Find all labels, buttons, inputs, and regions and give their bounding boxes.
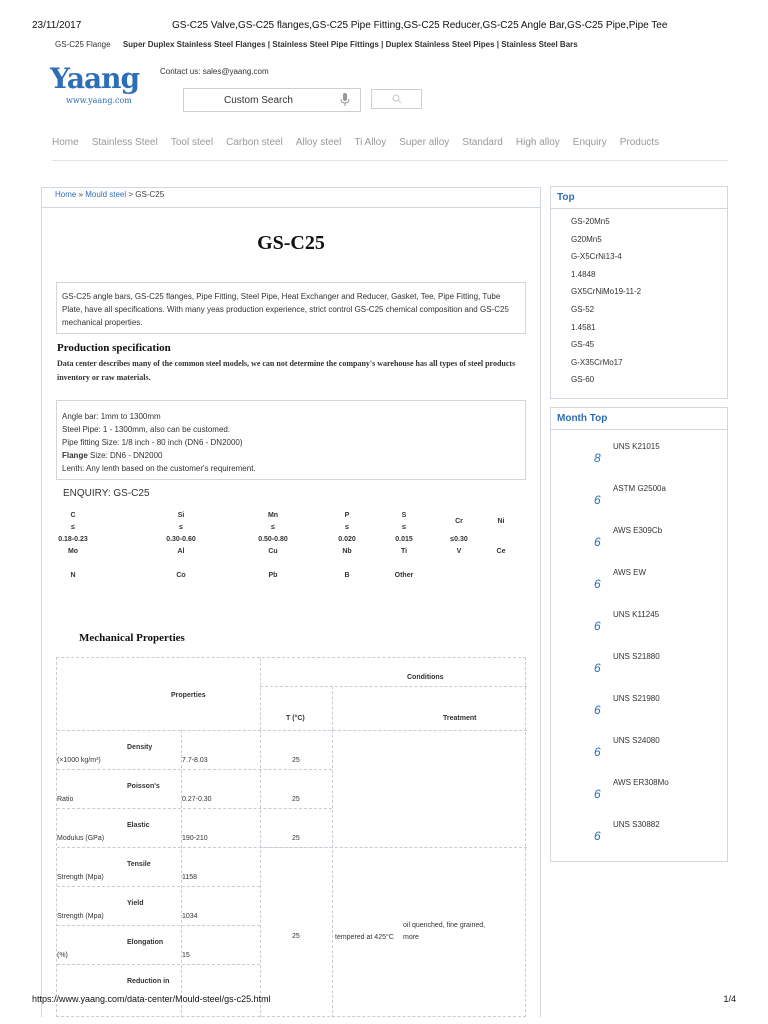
col-temperature: T (°C) [286, 715, 305, 722]
breadcrumb-home[interactable]: Home [55, 190, 77, 199]
search-input[interactable] [183, 88, 361, 112]
chem-cell: Cr [455, 518, 463, 525]
sidebar-month-heading: Month Top [551, 408, 727, 430]
table-hline [57, 769, 332, 770]
table-vline [181, 730, 182, 1018]
property-value: 1158 [182, 874, 198, 881]
intro-text: GS-C25 angle bars, GS-C25 flanges, Pipe Fitting, Steel Pipe, Heat Exchanger and Reducer, Gasket, Tee, Pipe Fitting, Tube Plate, have all specifications. With many yeas production experience, strict control GS-C25 chemical composition and GS-C25 mechanical properties. [56, 282, 526, 334]
chem-cell: Ce [496, 548, 506, 555]
contact-email[interactable]: Contact us: sales@yaang.com [160, 67, 269, 76]
chem-cell: ≤ [345, 524, 349, 531]
breadcrumb-divider [41, 207, 541, 208]
month-top-item[interactable] [551, 480, 729, 522]
chem-cell: P [344, 512, 350, 519]
chem-cell: B [344, 572, 350, 579]
month-top-count: 6 [594, 535, 601, 549]
sidebar-top-item[interactable]: 1.4581 [571, 322, 596, 332]
month-top-item[interactable] [551, 816, 729, 858]
nav-item-stainless-steel[interactable]: Stainless Steel [91, 137, 158, 148]
sidebar-top-item[interactable]: GS-45 [571, 340, 595, 350]
table-hline [57, 886, 260, 887]
chem-cell: ≤0.30 [450, 536, 468, 543]
spec-box [56, 400, 526, 480]
spec-flange-label: Flange [62, 451, 88, 460]
property-name: Reduction in [127, 978, 170, 985]
print-title: GS-C25 Valve,GS-C25 flanges,GS-C25 Pipe Fitting,GS-C25 Reducer,GS-C25 Angle Bar,GS-C25 Pipe,Pipe Tee [172, 20, 668, 31]
chem-cell: 0.020 [338, 536, 356, 543]
chem-cell: S [401, 512, 407, 519]
spec-pipe: Steel Pipe: 1 - 1300mm, also can be customed. [62, 425, 231, 434]
sidebar-top-item[interactable]: GS-52 [571, 304, 595, 314]
microphone-icon[interactable] [340, 93, 350, 107]
property-unit: (×1000 kg/m³) [57, 757, 101, 764]
property-unit: Strength (Mpa) [57, 913, 104, 920]
mechanical-heading: Mechanical Properties [79, 632, 185, 644]
chem-cell: 0.30-0.60 [166, 536, 196, 543]
month-top-item[interactable] [551, 690, 729, 732]
month-top-label[interactable]: UNS K11245 [613, 610, 660, 619]
chem-cell: V [456, 548, 462, 555]
property-value: 0.27-0.30 [182, 796, 212, 803]
property-name: Density [127, 744, 153, 751]
search-placeholder: Custom Search [224, 95, 293, 106]
month-top-label[interactable]: ASTM G2500a [613, 484, 666, 493]
table-vline [260, 658, 261, 730]
month-top-count: 8 [594, 451, 601, 465]
property-value: 15 [182, 952, 190, 959]
chem-cell: ≤ [402, 524, 406, 531]
property-value: 7.7-8.03 [182, 757, 208, 764]
table-vline [260, 730, 261, 1018]
table-hline [57, 925, 260, 926]
month-top-count: 6 [594, 577, 601, 591]
chem-cell: Ti [400, 548, 408, 555]
month-top-item[interactable] [551, 648, 729, 690]
property-name: Yield [127, 900, 144, 907]
nav-item-high-alloy[interactable]: High alloy [515, 137, 560, 148]
nav-item-tool-steel[interactable]: Tool steel [170, 137, 214, 148]
property-name: Poisson's [127, 783, 160, 790]
month-top-count: 6 [594, 703, 601, 717]
property-unit: Modulus (GPa) [57, 835, 105, 842]
search-icon [392, 94, 402, 104]
col-treatment: Treatment [443, 715, 477, 722]
sidebar-top-heading: Top [551, 187, 727, 209]
sidebar-top-item[interactable]: GX5CrNiMo19-11-2 [571, 287, 642, 297]
logo-word: Yaang [50, 62, 140, 95]
table-hline [57, 808, 332, 809]
month-top-label[interactable]: UNS S21980 [613, 694, 660, 703]
print-url: https://www.yaang.com/data-center/Mould-steel/gs-c25.html [32, 994, 271, 1004]
production-description: Data center describes many of the common steel models, we can not determine the company's warehouse has all types of steel products inventory or raw materials. [57, 359, 516, 382]
main-nav [52, 137, 672, 148]
col-properties: Properties [171, 692, 206, 699]
chem-cell: Nb [342, 548, 352, 555]
chem-cell: 0.015 [395, 536, 413, 543]
chem-cell: Mo [67, 548, 79, 555]
print-date: 23/11/2017 [32, 20, 82, 31]
nav-item-enquiry[interactable]: Enquiry [572, 137, 607, 148]
nav-item-super-alloy[interactable]: Super alloy [399, 137, 450, 148]
top-category-links[interactable]: Super Duplex Stainless Steel Flanges | Stainless Steel Pipe Fittings | Duplex Stainless Steel Pipes | Stainless Steel Bars [122, 40, 578, 49]
month-top-item[interactable] [551, 564, 729, 606]
chem-cell: Ni [497, 518, 505, 525]
sidebar-top-item[interactable]: GS-20Mn5 [571, 217, 610, 226]
production-heading: Production specification [57, 342, 171, 354]
property-unit: Strength (Mpa) [57, 874, 104, 881]
month-top-count: 6 [594, 787, 601, 801]
nav-divider [52, 160, 728, 161]
table-hline [57, 964, 260, 965]
site-logo[interactable] [48, 60, 158, 108]
nav-item-carbon-steel[interactable]: Carbon steel [226, 137, 283, 148]
treatment-text: tempered at 425°C [335, 934, 394, 941]
sidebar-top-item[interactable]: 1.4848 [571, 269, 596, 279]
table-vline [332, 686, 333, 730]
chem-cell: Mn [267, 512, 279, 519]
enquiry-link[interactable]: ENQUIRY: GS-C25 [63, 488, 150, 499]
sidebar-month-top [550, 407, 728, 862]
table-hline [260, 847, 527, 848]
nav-item-products[interactable]: Products [619, 137, 660, 148]
month-top-label[interactable]: UNS K21015 [613, 442, 660, 451]
page-title: GS-C25 [257, 232, 325, 254]
sidebar-top-list [571, 217, 641, 393]
chem-cell: Si [177, 512, 185, 519]
logo-url: www.yaang.com [66, 96, 132, 105]
month-top-item[interactable] [551, 774, 729, 816]
property-unit: Ratio [57, 796, 74, 803]
sidebar-top-item[interactable]: G20Mn5 [571, 234, 602, 244]
mechanical-table [56, 657, 526, 1017]
treatment-text: oil quenched, fine grained, [403, 922, 486, 929]
print-page-number: 1/4 [723, 994, 736, 1004]
nav-item-alloy-steel[interactable]: Alloy steel [295, 137, 342, 148]
top-crumb[interactable]: GS-C25 Flange [55, 40, 111, 49]
month-top-label[interactable]: UNS S24080 [613, 736, 660, 745]
chem-cell: Pb [268, 572, 278, 579]
chem-cell: C [70, 512, 76, 519]
sidebar-top-item[interactable]: G-X5CrNi13-4 [571, 252, 622, 262]
treatment-text: more [403, 934, 419, 941]
month-top-count: 6 [594, 493, 601, 507]
breadcrumb [55, 190, 164, 199]
chem-cell: ≤ [271, 524, 275, 531]
chem-cell: 0.50-0.80 [258, 536, 288, 543]
month-top-label[interactable]: AWS ER308Mo [613, 778, 669, 787]
month-top-count: 6 [594, 745, 601, 759]
spec-length: Lenth: Any lenth based on the customer's requirement. [62, 464, 256, 473]
breadcrumb-sep: > [126, 190, 136, 199]
table-hline [260, 686, 527, 687]
spec-flange-value: Size: DN6 - DN2000 [87, 451, 163, 460]
sidebar-top [550, 186, 728, 399]
chem-cell: ≤ [71, 524, 75, 531]
nav-item-home[interactable]: Home [52, 137, 79, 148]
month-top-count: 6 [594, 661, 601, 675]
chem-cell: Co [176, 572, 186, 579]
property-temperature: 25 [292, 757, 300, 764]
property-name: Elastic [127, 822, 150, 829]
chem-cell: N [70, 572, 76, 579]
spec-angle: Angle bar: 1mm to 1300mm [62, 412, 161, 421]
breadcrumb-category[interactable]: Mould steel [85, 190, 127, 199]
property-temperature: 25 [292, 796, 300, 803]
breadcrumb-sep: » [76, 190, 86, 199]
chem-cell: ≤ [179, 524, 183, 531]
property-value: 190-210 [182, 835, 208, 842]
chem-cell: Other [394, 572, 414, 579]
chem-cell: Al [177, 548, 185, 555]
chem-cell: 0.18-0.23 [58, 536, 88, 543]
table-vline [332, 730, 333, 1018]
month-top-item[interactable] [551, 732, 729, 774]
month-top-count: 6 [594, 619, 601, 633]
month-top-label[interactable]: UNS S21880 [613, 652, 660, 661]
month-top-item[interactable] [551, 522, 729, 564]
month-top-item[interactable] [551, 606, 729, 648]
month-top-count: 6 [594, 829, 601, 843]
search-button[interactable] [371, 89, 422, 109]
spec-fitting: Pipe fitting Size: 1/8 inch - 80 inch (DN6 - DN2000) [62, 438, 243, 447]
table-hline [57, 730, 527, 731]
property-name: Elongation [127, 939, 164, 946]
top-links-bar [55, 40, 578, 49]
chem-cell: Cu [268, 548, 278, 555]
sidebar-top-item[interactable]: GS-60 [571, 375, 595, 385]
col-conditions: Conditions [407, 674, 444, 681]
property-temperature: 25 [292, 835, 300, 842]
month-top-label[interactable]: UNS S30882 [613, 820, 660, 829]
breadcrumb-current: GS-C25 [135, 190, 165, 199]
nav-item-standard[interactable]: Standard [462, 137, 503, 148]
property-unit: (%) [57, 952, 68, 959]
group-temperature: 25 [292, 933, 300, 940]
month-top-label[interactable]: AWS EW [613, 568, 647, 577]
sidebar-top-item[interactable]: G-X35CrMo17 [571, 357, 623, 367]
property-name: Tensile [127, 861, 151, 868]
spec-flange [62, 449, 520, 462]
property-value: 1034 [182, 913, 198, 920]
nav-item-ti-alloy[interactable]: Ti Alloy [354, 137, 387, 148]
month-top-label[interactable]: AWS E309Cb [613, 526, 663, 535]
month-top-item[interactable] [551, 438, 729, 480]
